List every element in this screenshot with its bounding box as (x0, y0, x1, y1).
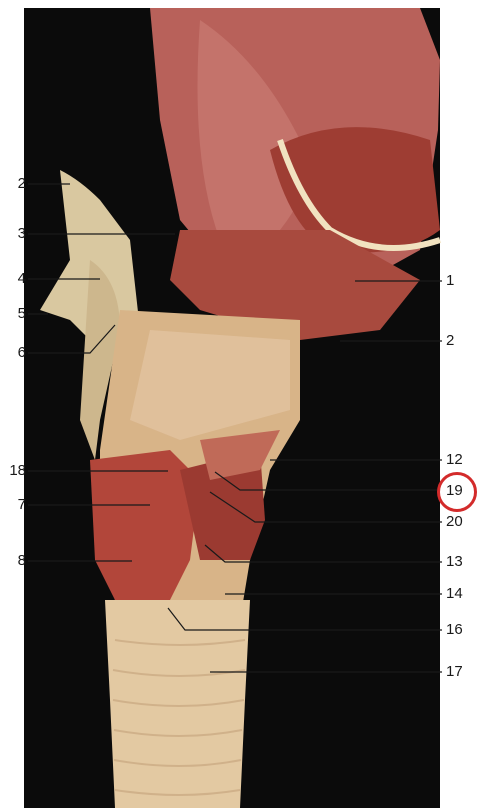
label-2-left: 2 (17, 175, 26, 192)
label-12: 12 (446, 451, 463, 468)
trachea (105, 600, 250, 808)
label-17: 17 (446, 663, 463, 680)
label-6: 6 (17, 344, 26, 361)
label-3: 3 (17, 225, 26, 242)
label-2-right: 2 (446, 332, 455, 349)
label-7: 7 (17, 496, 26, 513)
label-13: 13 (446, 553, 463, 570)
label-5: 5 (17, 305, 26, 322)
label-20: 20 (446, 513, 463, 530)
label-16: 16 (446, 621, 463, 638)
label-4: 4 (17, 270, 26, 287)
label-14: 14 (446, 585, 463, 602)
label-18: 18 (9, 462, 26, 479)
label-1: 1 (446, 272, 455, 289)
label-19: 19 (446, 482, 463, 499)
label-8: 8 (17, 552, 26, 569)
